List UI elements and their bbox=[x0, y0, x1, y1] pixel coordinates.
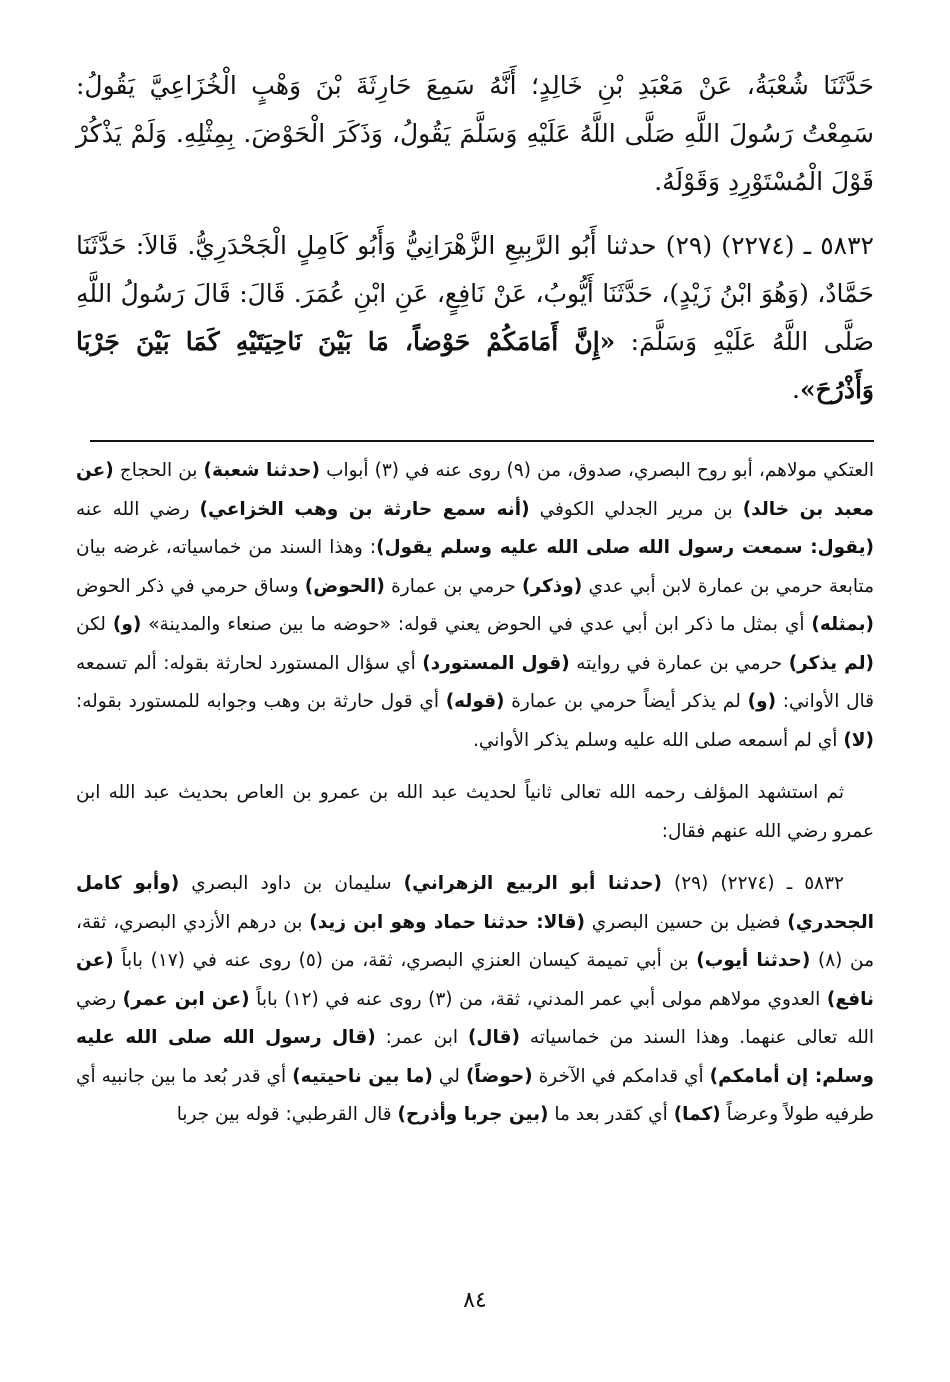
hadith-text-previous: حَدَّثَنَا شُعْبَةُ، عَنْ مَعْبَدِ بْنِ خَالِدٍ؛ أَنَّهُ سَمِعَ حَارِثَةَ بْنَ وَهْبٍ الْخُزَاعِيَّ يَقُولُ: سَمِعْتُ رَسُولَ اللَّهِ صَلَّى اللَّهُ عَلَيْهِ وَسَلَّمَ يَقُولُ، وَذَكَرَ الْحَوْضَ. بِمِثْلِهِ. وَلَمْ يَذْكُرْ قَوْلَ الْمُسْتَوْرِدِ وَقَوْلَهُ. bbox=[76, 71, 874, 196]
commentary-1-text-segment: أي لم أسمعه صلى الله عليه وسلم يذكر الأواني. bbox=[472, 729, 844, 751]
commentary-1-text-segment: العتكي مولاهم، أبو روح البصري، صدوق، من (٩) روى عنه في (٣) أبواب bbox=[319, 460, 874, 481]
footnote-divider bbox=[90, 440, 874, 442]
commentary-3-bold-segment: (عن نافع) bbox=[76, 950, 875, 1010]
hadith-text-5832 bbox=[76, 222, 874, 414]
commentary-3-bold-segment: (ما بين ناحيتيه) bbox=[292, 1065, 433, 1087]
commentary-1-bold-segment: (عن معبد بن خالد) bbox=[76, 460, 874, 520]
commentary-3-text-segment: أي قدامكم في الآخرة bbox=[532, 1065, 710, 1087]
commentary-3-text-segment: ابن عمر: bbox=[375, 1027, 468, 1048]
commentary-1-text-segment: حرمي بن عمارة bbox=[384, 575, 523, 597]
page-number: ٨٤ bbox=[463, 1288, 487, 1313]
commentary-paragraph-3 bbox=[76, 865, 874, 1135]
commentary-3-text-segment: أي كقدر بعد ما bbox=[548, 1104, 674, 1125]
commentary-1-text-segment: لم يذكر أيضاً حرمي بن عمارة bbox=[504, 691, 748, 712]
commentary-3-bold-segment: (وأبو كامل الجحدري) bbox=[76, 873, 874, 933]
commentary-3-text-segment: بن أبي تميمة كيسان العنزي البصري، ثقة، من (٥) روى عنه في (١٧) باباً bbox=[113, 950, 697, 971]
commentary-3-bold-segment: (قال) bbox=[467, 1027, 520, 1048]
commentary-3-bold-segment: (قال رسول الله صلى الله عليه وسلم: إن أمامكم) bbox=[76, 1027, 874, 1087]
hadith-5832-prophetic-words: «إِنَّ أَمَامَكُمْ حَوْضاً، مَا بَيْنَ نَاحِيَتَيْهِ كَمَا بَيْنَ جَرْبَا وَأَذْرُحَ» bbox=[76, 327, 874, 404]
commentary-3-text-segment: بن درهم الأزدي البصري، ثقة، من (٨) bbox=[76, 911, 875, 971]
hadith-5832-end: . bbox=[792, 375, 800, 404]
commentary-3-text-segment: فضيل بن حسين البصري bbox=[584, 911, 788, 933]
commentary-1-bold-segment: (أنه سمع حارثة بن وهب الخزاعي) bbox=[199, 498, 530, 520]
commentary-1-bold-segment: (لا) bbox=[843, 729, 874, 751]
commentary-1-bold-segment: (و) bbox=[747, 691, 777, 712]
commentary-1-bold-segment: (حدثنا شعبة) bbox=[203, 460, 320, 481]
commentary-3-bold-segment: (حدثنا أبو الربيع الزهراني) bbox=[403, 873, 662, 894]
commentary-3-bold-segment: (حوضاً) bbox=[465, 1065, 533, 1087]
commentary-1-bold-segment: (قول المستورد) bbox=[422, 652, 570, 674]
commentary-3-text-segment: لي bbox=[432, 1065, 466, 1087]
commentary-3-text-segment: سليمان بن داود البصري bbox=[179, 873, 404, 894]
commentary-paragraph-1 bbox=[76, 452, 874, 760]
commentary-3-text-segment: قال القرطبي: قوله بين جربا bbox=[176, 1104, 398, 1125]
commentary-3-text-segment: ٥٨٣٢ ـ (٢٢٧٤) (٢٩) bbox=[661, 873, 844, 894]
commentary-1-bold-segment: (الحوض) bbox=[304, 575, 385, 597]
commentary-paragraph-2: ثم استشهد المؤلف رحمه الله تعالى ثانياً لحديث عبد الله بن عمرو بن العاص بحديث عبد الله ابن عمرو رضي الله عنهم فقال: bbox=[76, 782, 874, 842]
commentary-1-text-segment: : وهذا السند من خماسياته، غرضه بيان متابعة حرمي بن عمارة لابن أبي عدي bbox=[76, 537, 874, 597]
commentary-3-bold-segment: (كما) bbox=[673, 1104, 721, 1125]
commentary-1-text-segment: حرمي بن عمارة في روايته bbox=[569, 652, 789, 674]
commentary-3-bold-segment: (بين جربا وأذرح) bbox=[397, 1104, 549, 1125]
commentary-1-bold-segment: (و) bbox=[112, 614, 142, 635]
commentary-1-text-segment: أي بمثل ما ذكر ابن أبي عدي في الحوض يعني قوله: «حوضه ما بين صنعاء والمدينة» bbox=[141, 614, 812, 635]
commentary-3-bold-segment: (عن ابن عمر) bbox=[122, 988, 250, 1010]
commentary-3-bold-segment: (قالا: حدثنا حماد وهو ابن زيد) bbox=[309, 911, 585, 933]
commentary-3-bold-segment: (حدثنا أيوب) bbox=[696, 950, 811, 971]
commentary-1-text-segment: لكن bbox=[76, 614, 113, 635]
page-body bbox=[76, 62, 874, 1135]
commentary-1-bold-segment: (لم يذكر) bbox=[788, 652, 874, 674]
commentary-1-bold-segment: (وذكر) bbox=[522, 575, 583, 597]
hadith-5832-main: ٥٨٣٢ ـ (٢٢٧٤) (٢٩) حدثنا أَبُو الرَّبِيعِ الزَّهْرَانِيُّ وَأَبُو كَامِلٍ الْجَحْدَرِيُّ. قَالاَ: حَدَّثَنَا حَمَّادٌ، (وَهُوَ ابْنُ زَيْدٍ)، حَدَّثَنَا أَيُّوبُ، عَنْ نَافِعٍ، عَنِ ابْنِ عُمَرَ. قَالَ: قَالَ رَسُولُ اللَّهِ صَلَّى اللَّهُ عَلَيْهِ وَسَلَّمَ: bbox=[76, 231, 874, 356]
commentary-3-text-segment: أي قدر بُعد ما بين جانبيه أي طرفيه طولاً وعرضاً bbox=[76, 1065, 874, 1125]
commentary-1-text-segment: أي سؤال المستورد لحارثة بقوله: ألم تسمعه قال الأواني: bbox=[76, 652, 874, 712]
commentary-1-text-segment: رضي الله عنه bbox=[76, 498, 200, 520]
commentary-1-bold-segment: (بمثله) bbox=[811, 614, 874, 635]
commentary-1-text-segment: بن الحجاج bbox=[113, 460, 204, 481]
commentary-1-bold-segment: (يقول: سمعت رسول الله صلى الله عليه وسلم يقول) bbox=[376, 537, 874, 558]
commentary-1-bold-segment: (قوله) bbox=[445, 691, 505, 712]
commentary-3-text-segment: العدوي مولاهم مولى أبي عمر المدني، ثقة، من (٣) روى عنه في (١٢) باباً bbox=[249, 988, 827, 1010]
commentary-1-text-segment: أي قول حارثة بن وهب وجوابه للمستورد بقوله: bbox=[76, 691, 446, 712]
commentary-1-text-segment: بن مرير الجدلي الكوفي bbox=[529, 498, 743, 520]
commentary-3-text-segment: رضي الله تعالى عنهما. وهذا السند من خماسياته bbox=[76, 988, 874, 1048]
commentary-1-text-segment: وساق حرمي في ذكر الحوض bbox=[76, 575, 305, 597]
